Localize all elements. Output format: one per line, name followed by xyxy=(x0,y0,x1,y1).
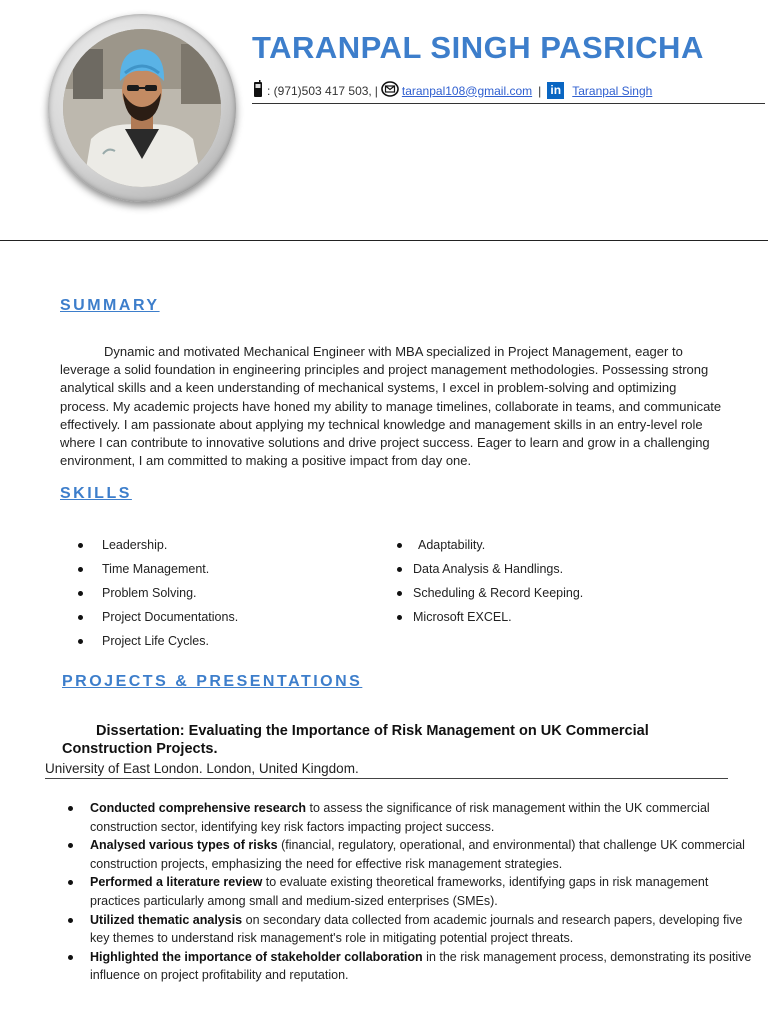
projects-heading: PROJECTS & PRESENTATIONS xyxy=(62,673,363,690)
skill-item: Microsoft EXCEL. xyxy=(397,610,512,624)
separator: | xyxy=(538,83,542,98)
skill-item: Leadership. xyxy=(78,538,167,552)
separator: | xyxy=(374,83,378,98)
project-bullets xyxy=(66,799,756,985)
email-link[interactable]: taranpal108@gmail.com xyxy=(401,83,533,98)
list-item: Analysed various types of risks (financial, regulatory, operational, and environmental) that challenge UK commercial construction projects, emphasizing the need for effective risk management strategies. xyxy=(66,836,756,873)
summary-paragraph xyxy=(60,343,728,470)
header-divider xyxy=(252,103,765,104)
project-title: Dissertation: Evaluating the Importance of Risk Management on UK Commercial Construction Projects. xyxy=(62,723,649,757)
profile-photo xyxy=(63,29,221,187)
list-item: Conducted comprehensive research to assess the significance of risk management within the UK commercial construction sector, identifying key risk factors impacting project success. xyxy=(66,799,756,836)
candidate-name: TARANPAL SINGH PASRICHA xyxy=(252,30,704,65)
linkedin-link[interactable]: Taranpal Singh xyxy=(572,83,653,98)
skills-heading: SKILLS xyxy=(60,485,132,502)
summary-text: Dynamic and motivated Mechanical Engineer with MBA specialized in Project Management, eager to leverage a solid foundation in engineering principles and project management methodologies. Possessing strong analytical skills and a keen understanding of mechanical systems, I excel in problem-solving and optimizing process. My academic projects have honed my ability to manage timelines, collaborate in teams, and communicate effectively. I am passionate about applying my technical knowledge and management skills in an entry-level role where I can contribute to innovative solutions and drive project success. Eager to learn and grow in a challenging environment, I am committed to making a positive impact from day one. xyxy=(60,344,722,469)
skill-item: Project Life Cycles. xyxy=(78,634,209,648)
contact-line xyxy=(252,80,652,101)
linkedin-icon: in xyxy=(547,82,564,99)
page-divider xyxy=(0,240,768,241)
skill-item: Scheduling & Record Keeping. xyxy=(397,586,583,600)
project-university: University of East London. London, United Kingdom. xyxy=(45,761,359,776)
email-icon xyxy=(381,81,399,100)
skill-item: Time Management. xyxy=(78,562,209,576)
mobile-phone-icon xyxy=(252,80,264,101)
skill-item: Problem Solving. xyxy=(78,586,197,600)
summary-heading: SUMMARY xyxy=(60,297,160,314)
skill-item: Adaptability. xyxy=(397,538,485,552)
skill-item: Data Analysis & Handlings. xyxy=(397,562,563,576)
project-divider xyxy=(45,778,728,779)
skill-item: Project Documentations. xyxy=(78,610,238,624)
list-item: Utilized thematic analysis on secondary data collected from academic journals and research papers, developing five key themes to understand risk management's role in mitigating potential project threats. xyxy=(66,911,756,948)
profile-photo-image xyxy=(63,29,221,187)
list-item: Performed a literature review to evaluate existing theoretical frameworks, identifying gaps in risk management practices particularly among small and medium-sized enterprises (SMEs). xyxy=(66,873,756,910)
list-item: Highlighted the importance of stakeholder collaboration in the risk management process, demonstrating its positive influence on project profitability and reputation. xyxy=(66,948,756,985)
phone-number: : (971)503 417 503, xyxy=(267,83,372,98)
